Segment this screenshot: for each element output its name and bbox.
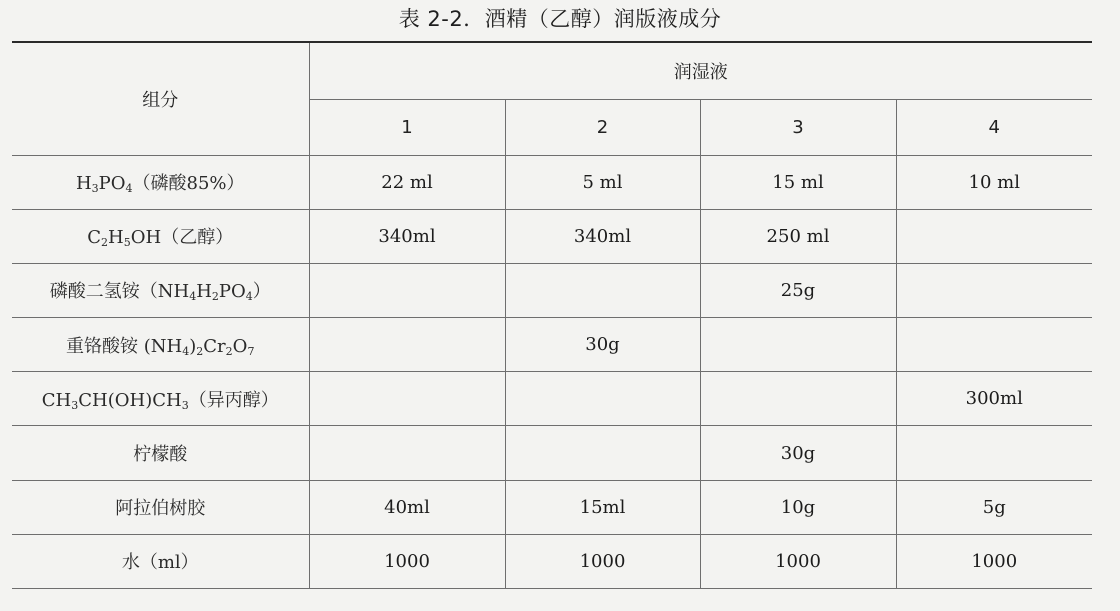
header-row-group	[12, 42, 1092, 99]
value-cell: 1000	[700, 534, 896, 588]
column-header-2: 2	[505, 99, 700, 155]
value-cell: 340ml	[505, 209, 700, 263]
value-cell	[505, 372, 700, 426]
table-row	[12, 318, 1092, 372]
value-cell	[896, 426, 1092, 480]
value-cell: 30g	[700, 426, 896, 480]
value-cell	[309, 372, 505, 426]
table-row	[12, 155, 1092, 209]
table-row	[12, 534, 1092, 588]
table-row	[12, 372, 1092, 426]
value-cell	[505, 426, 700, 480]
column-header-3: 3	[700, 99, 896, 155]
value-cell	[700, 372, 896, 426]
value-cell: 10g	[700, 480, 896, 534]
column-header-1: 1	[309, 99, 505, 155]
value-cell: 340ml	[309, 209, 505, 263]
value-cell: 22 ml	[309, 155, 505, 209]
component-cell: $C_2H_5OH$（乙醇）	[12, 209, 309, 263]
component-cell: 阿拉伯树胶	[12, 480, 309, 534]
value-cell: 25g	[700, 263, 896, 317]
value-cell: 15ml	[505, 480, 700, 534]
component-cell: 磷酸二氢铵$(NH_4H_2PO_4)$	[12, 263, 309, 317]
value-cell	[896, 209, 1092, 263]
component-cell: $CH_3CH(OH)CH_3$（异丙醇）	[12, 372, 309, 426]
component-cell: $H_3PO_4$（磷酸85%）	[12, 155, 309, 209]
value-cell	[896, 263, 1092, 317]
component-cell: 柠檬酸	[12, 426, 309, 480]
value-cell: 15 ml	[700, 155, 896, 209]
value-cell: 250 ml	[700, 209, 896, 263]
table-body	[12, 155, 1092, 589]
value-cell	[309, 426, 505, 480]
composition-table	[12, 41, 1092, 589]
value-cell	[309, 263, 505, 317]
value-cell: 30g	[505, 318, 700, 372]
component-cell: 水（ml）	[12, 534, 309, 588]
value-cell	[309, 318, 505, 372]
column-header-4: 4	[896, 99, 1092, 155]
value-cell: 300ml	[896, 372, 1092, 426]
table-caption: 表 2-2．酒精（乙醇）润版液成分	[398, 7, 722, 31]
value-cell: 5g	[896, 480, 1092, 534]
table-row	[12, 480, 1092, 534]
component-cell: 重铬酸铵 $(NH_4)_2Cr_2O_7$	[12, 318, 309, 372]
value-cell: 5 ml	[505, 155, 700, 209]
value-cell	[700, 318, 896, 372]
solution-group-header: 润湿液	[309, 42, 1092, 99]
value-cell: 1000	[505, 534, 700, 588]
value-cell	[505, 263, 700, 317]
value-cell: 1000	[896, 534, 1092, 588]
table-row	[12, 426, 1092, 480]
table-row	[12, 209, 1092, 263]
value-cell	[896, 318, 1092, 372]
table-row	[12, 263, 1092, 317]
component-header: 组分	[12, 42, 309, 155]
value-cell: 10 ml	[896, 155, 1092, 209]
value-cell: 40ml	[309, 480, 505, 534]
value-cell: 1000	[309, 534, 505, 588]
